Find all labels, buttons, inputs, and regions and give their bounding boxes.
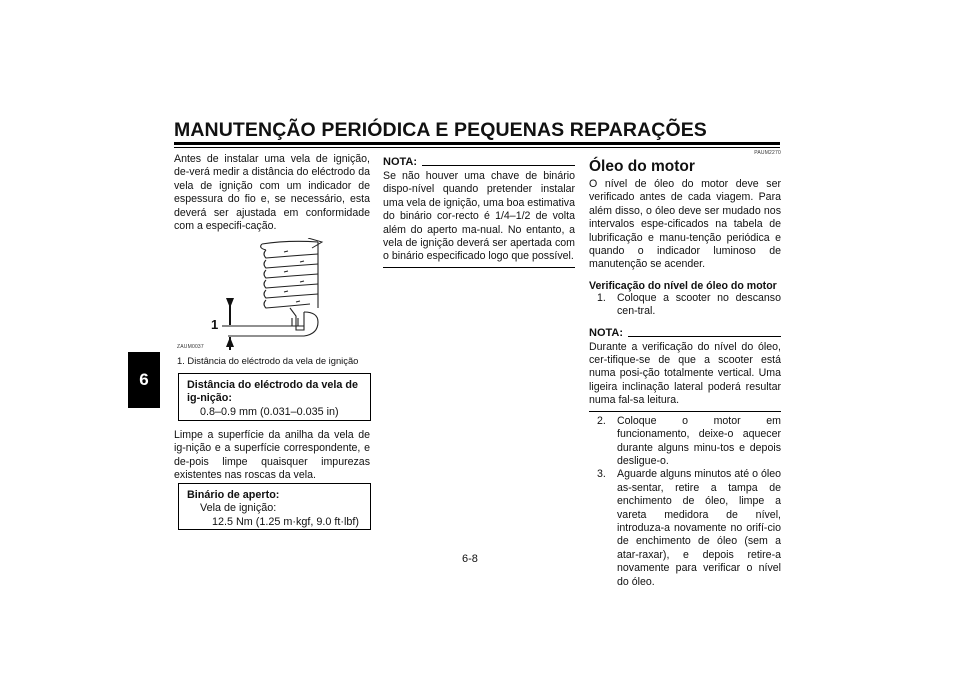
nota-rule-2: [628, 336, 781, 337]
step-3-text: Aguarde alguns minutos até o óleo as-sentar, retire a tampa de enchimento de óleo, limpe a vareta medidora de nível, introduza-a novamente no orifí-cio de enchimento de óleo (sem a atar-raxar), e depois retire-a novamente para verificar o nível do óleo.: [617, 468, 781, 588]
figure-caption: 1. Distância do eléctrodo da vela de ignição: [177, 355, 359, 366]
torque-heading: Binário de aperto:: [187, 489, 280, 501]
step-3-number: 3.: [597, 468, 606, 481]
figure-code: ZAUM0037: [177, 344, 204, 350]
oil-level-subheading: Verificação do nível de óleo do motor: [589, 279, 777, 292]
oil-intro: O nível de óleo do motor deve ser verificado antes de cada viagem. Para além disso, o óleo deve ser mudado nos intervalos espe-cificados na tabela de lubrificação e manu-tenção periódica e quando o indicador luminoso de manutenção se acender.: [589, 178, 781, 271]
torque-value: 12.5 Nm (1.25 m·kgf, 9.0 ft·lbf): [212, 515, 360, 528]
nota-header-1: [383, 156, 575, 168]
figure-callout-1: 1: [211, 317, 219, 332]
step-2-number: 2.: [597, 414, 606, 427]
gap-spec-heading: Distância do eléctrodo da vela de ig-nição:: [187, 379, 359, 405]
nota-label-2: NOTA:: [589, 326, 624, 339]
torque-spec-box: [178, 483, 371, 530]
step-2: [589, 415, 781, 469]
section-code: PAUM2270: [754, 150, 781, 156]
step-3: [589, 468, 781, 589]
nota-text-1: Se não houver uma chave de binário dispo-nível quando pretender instalar uma vela de ignição, uma boa estimativa do binário cor-recto é 1/4–1/2 de volta além do aperto ma-nual. No entanto, a vela de ignição deverá ser apertada com o binário especificado logo que possível.: [383, 168, 575, 268]
step-2-text: Coloque o motor em funcionamento, deixe-o aquecer durante alguns minu-tos e depois desligue-o.: [617, 414, 781, 467]
column-3: [589, 150, 781, 589]
spark-plug-figure: [200, 238, 340, 350]
section-heading-oil: Óleo do motor: [589, 158, 695, 175]
page-title: MANUTENÇÃO PERIÓDICA E PEQUENAS REPARAÇÕES: [174, 119, 707, 141]
title-rule-thick: [174, 142, 780, 145]
title-rule-thin: [174, 147, 780, 148]
nota-label-1: NOTA:: [383, 156, 418, 168]
nota-header-2: [589, 327, 781, 339]
column-1: [174, 153, 370, 233]
spark-plug-intro: Antes de instalar uma vela de ignição, de-verá medir a distância do eléctrodo da vela de ignição com um indicador de espessura do fio e, se necessário, esta deverá ser ajustada em conformidade com a especifi-cação.: [174, 153, 370, 233]
column-2: [383, 156, 575, 268]
step-1-text: Coloque a scooter no descanso cen-tral.: [617, 291, 781, 318]
gap-spec-value: 0.8–0.9 mm (0.031–0.035 in): [200, 405, 339, 418]
nota-rule-1: [422, 165, 575, 166]
clean-text: Limpe a superfície da anilha da vela de ig-nição e a superfície correspondente, e de-pois limpe quaisquer impurezas existentes nas roscas da vela.: [174, 429, 370, 482]
torque-item: Vela de ignição:: [200, 502, 277, 515]
clean-instructions: [174, 429, 370, 483]
step-1: [589, 292, 781, 319]
nota-text-2: Durante a verificação do nível do óleo, cer-tifique-se de que a scooter está numa posi-ção totalmente vertical. Uma ligeira inclinação lateral poderá resultar numa fal-sa leitura.: [589, 339, 781, 412]
gap-spec-box: [178, 373, 371, 421]
chapter-tab: 6: [128, 352, 160, 408]
step-1-number: 1.: [597, 291, 606, 304]
page-number: 6-8: [462, 553, 478, 565]
spark-plug-gap-illustration: [200, 238, 340, 350]
